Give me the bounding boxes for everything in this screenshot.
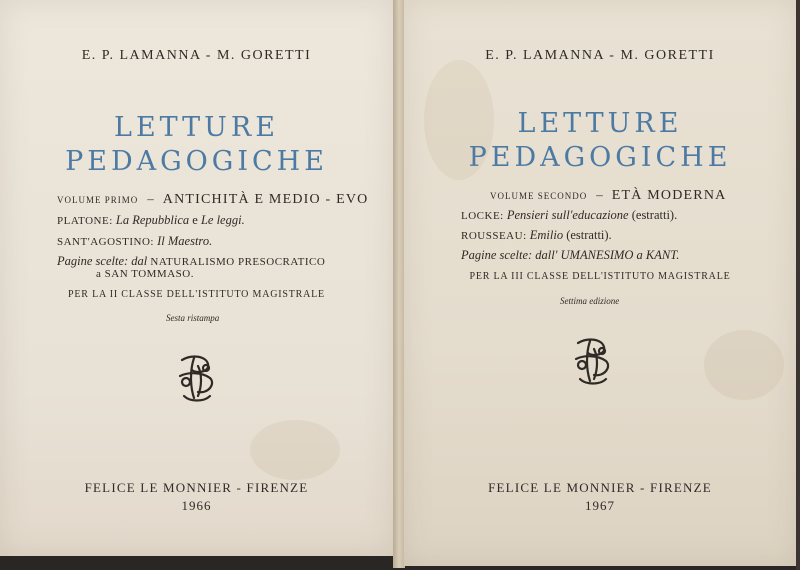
work-title: Emilio xyxy=(529,228,564,242)
contents-line-2 xyxy=(461,228,612,243)
volume-title: ETÀ MODERNA xyxy=(611,188,727,203)
work-title: Le leggi. xyxy=(200,213,245,227)
title-line-1: LETTURE xyxy=(517,108,683,139)
title-line-2: PEDAGOGICHE xyxy=(468,142,732,173)
volume-title: ANTICHITÀ E MEDIO - EVO xyxy=(162,192,369,207)
publisher-monogram-icon xyxy=(172,352,220,409)
title-line-1: LETTURE xyxy=(114,112,279,143)
work-title: Il Maestro. xyxy=(157,234,213,248)
author-name: ROUSSEAU: xyxy=(461,230,527,242)
author-name: LOCKE: xyxy=(461,210,504,222)
class-line: PER LA III CLASSE DELL'ISTITUTO MAGISTRALE xyxy=(469,271,731,282)
volume-line xyxy=(490,186,726,204)
volume-dash: – xyxy=(147,191,154,206)
range-start: NATURALISMO PRESOCRATICO xyxy=(150,256,326,268)
volume-label: VOLUME SECONDO xyxy=(490,191,588,201)
class-line: PER LA II CLASSE DELL'ISTITUTO MAGISTRALE xyxy=(68,289,325,300)
contents-line-4: a SAN TOMMASO. xyxy=(96,268,194,280)
edition-note: Sesta ristampa xyxy=(166,313,220,323)
year: 1966 xyxy=(181,498,212,513)
work-title: Pensieri sull'educazione xyxy=(506,208,629,222)
authors: E. P. LAMANNA - M. GORETTI xyxy=(485,48,715,63)
note: (estratti). xyxy=(566,228,612,242)
book-cover-volume-one xyxy=(0,0,393,556)
publisher-monogram-icon xyxy=(568,335,616,392)
author-name: SANT'AGOSTINO: xyxy=(57,236,154,248)
volume-dash: – xyxy=(596,187,603,202)
range: dall' UMANESIMO a KANT. xyxy=(535,248,680,262)
edition-note: Settima edizione xyxy=(560,296,620,306)
publisher: FELICE LE MONNIER - FIRENZE xyxy=(84,480,309,495)
pagine-scelte: Pagine scelte: xyxy=(461,248,533,262)
conjunction: e xyxy=(192,213,198,227)
paper-stain xyxy=(704,330,784,400)
publisher: FELICE LE MONNIER - FIRENZE xyxy=(488,480,712,495)
authors: E. P. LAMANNA - M. GORETTI xyxy=(81,48,312,63)
contents-line-3 xyxy=(57,254,325,269)
background-edge xyxy=(796,0,800,570)
contents-line-3 xyxy=(461,248,679,263)
contents-line-2 xyxy=(57,234,212,249)
volume-label: VOLUME PRIMO xyxy=(57,195,139,205)
from-word: dal xyxy=(131,254,148,268)
contents-line-1 xyxy=(57,213,245,228)
contents-line-1 xyxy=(461,208,677,223)
paper-stain xyxy=(250,420,340,480)
note: (estratti). xyxy=(631,208,678,222)
year: 1967 xyxy=(585,498,615,513)
volume-line xyxy=(57,190,368,208)
author-name: PLATONE: xyxy=(57,215,113,227)
work-title: La Repubblica xyxy=(115,213,190,227)
title-line-2: PEDAGOGICHE xyxy=(65,146,328,177)
book-cover-volume-two xyxy=(404,0,796,566)
pagine-scelte: Pagine scelte: xyxy=(57,254,129,268)
